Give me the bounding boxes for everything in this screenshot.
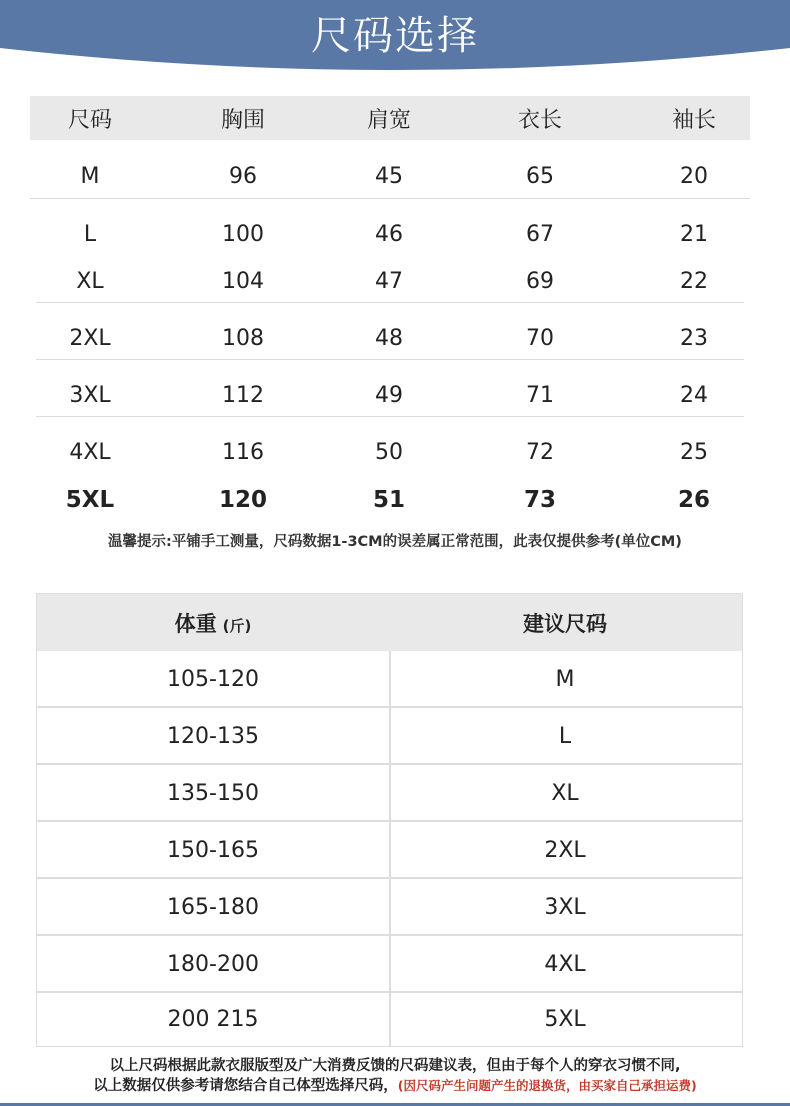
weight-cell: 150-165 <box>167 837 259 863</box>
table-row <box>37 822 742 878</box>
recommended-size-cell: M <box>555 666 575 692</box>
table-row <box>37 936 742 992</box>
table-row <box>37 708 742 764</box>
chest-cell: 104 <box>222 268 264 294</box>
page-title: 尺码选择 <box>311 13 479 59</box>
table-row <box>37 765 742 821</box>
shoulder-cell: 51 <box>372 487 405 513</box>
row-divider <box>36 302 744 303</box>
size-cell: 2XL <box>69 325 111 351</box>
shoulder-cell: 48 <box>375 325 403 351</box>
footer-disclaimer <box>0 1056 790 1096</box>
table-row <box>30 214 750 254</box>
table-row <box>30 480 750 520</box>
shoulder-cell: 49 <box>375 382 403 408</box>
size-cell: L <box>83 221 97 247</box>
chest-cell: 100 <box>222 221 264 247</box>
table-row <box>30 156 750 196</box>
column-header-sleeve: 袖长 <box>671 107 716 133</box>
weight-cell: 120-135 <box>167 723 259 749</box>
weight-header-label: 体重 <box>174 611 217 636</box>
recommended-size-cell: 5XL <box>544 1006 586 1032</box>
table-row <box>37 879 742 935</box>
length-cell: 70 <box>526 325 554 351</box>
size-cell: 5XL <box>65 487 115 513</box>
sleeve-cell: 21 <box>680 221 708 247</box>
recommended-size-cell: 2XL <box>544 837 586 863</box>
row-divider <box>36 359 744 360</box>
chest-cell: 96 <box>229 163 257 189</box>
sleeve-cell: 26 <box>677 487 710 513</box>
chest-cell: 116 <box>222 439 264 465</box>
sleeve-cell: 22 <box>680 268 708 294</box>
recommended-size-cell: 3XL <box>544 894 586 920</box>
length-cell: 73 <box>523 487 556 513</box>
shoulder-cell: 50 <box>375 439 403 465</box>
recommended-size-cell: L <box>558 723 572 749</box>
footer-line-1: 以上尺码根据此款衣服版型及广大消费反馈的尺码建议表，但由于每个人的穿衣习惯不同, <box>109 1058 681 1074</box>
weight-unit-label: (斤) <box>222 616 252 635</box>
column-header-chest: 胸围 <box>220 107 265 133</box>
weight-cell: 105-120 <box>167 666 259 692</box>
sleeve-cell: 25 <box>680 439 708 465</box>
weight-cell: 165-180 <box>167 894 259 920</box>
row-divider <box>36 416 744 417</box>
weight-size-table <box>36 593 743 1047</box>
chest-cell: 112 <box>222 382 264 408</box>
sleeve-cell: 24 <box>680 382 708 408</box>
table-row <box>30 375 750 415</box>
table-row <box>37 991 742 1047</box>
size-chart-table <box>30 96 750 513</box>
column-header-weight <box>37 608 389 638</box>
shoulder-cell: 45 <box>375 163 403 189</box>
footer-return-policy: (因尺码产生问题产生的退换货，由买家自己承担运费) <box>397 1078 697 1093</box>
weight-table-header <box>37 594 742 651</box>
table-row <box>30 261 750 301</box>
length-cell: 67 <box>526 221 554 247</box>
column-header-recommended-size: 建议尺码 <box>523 611 607 636</box>
length-cell: 69 <box>526 268 554 294</box>
size-cell: 3XL <box>69 382 111 408</box>
length-cell: 72 <box>526 439 554 465</box>
footer-line-2-text: 以上数据仅供参考请您结合自己体型选择尺码， <box>93 1078 398 1094</box>
column-header-size: 尺码 <box>67 107 112 133</box>
weight-cell: 180-200 <box>167 951 259 977</box>
shoulder-cell: 46 <box>375 221 403 247</box>
column-header-length: 衣长 <box>517 107 562 133</box>
size-cell: 4XL <box>69 439 111 465</box>
footer-line-2 <box>0 1076 790 1096</box>
size-table-header <box>30 96 750 140</box>
recommended-size-cell: 4XL <box>544 951 586 977</box>
header-banner <box>0 0 790 84</box>
table-row <box>37 651 742 707</box>
length-cell: 65 <box>526 163 554 189</box>
shoulder-cell: 47 <box>375 268 403 294</box>
length-cell: 71 <box>526 382 554 408</box>
chest-cell: 120 <box>218 487 267 513</box>
size-cell: M <box>80 163 100 189</box>
column-header-shoulder: 肩宽 <box>366 107 411 133</box>
chest-cell: 108 <box>222 325 264 351</box>
table-row <box>30 318 750 358</box>
size-cell: XL <box>76 268 104 294</box>
weight-cell: 200 215 <box>167 1006 259 1032</box>
recommended-size-cell: XL <box>551 780 579 806</box>
sleeve-cell: 23 <box>680 325 708 351</box>
measurement-note: 温馨提示:平铺手工测量，尺码数据1-3CM的误差属正常范围，此表仅提供参考(单位CM) <box>108 534 682 550</box>
sleeve-cell: 20 <box>680 163 708 189</box>
row-divider <box>30 198 750 199</box>
weight-cell: 135-150 <box>167 780 259 806</box>
table-row <box>30 432 750 472</box>
